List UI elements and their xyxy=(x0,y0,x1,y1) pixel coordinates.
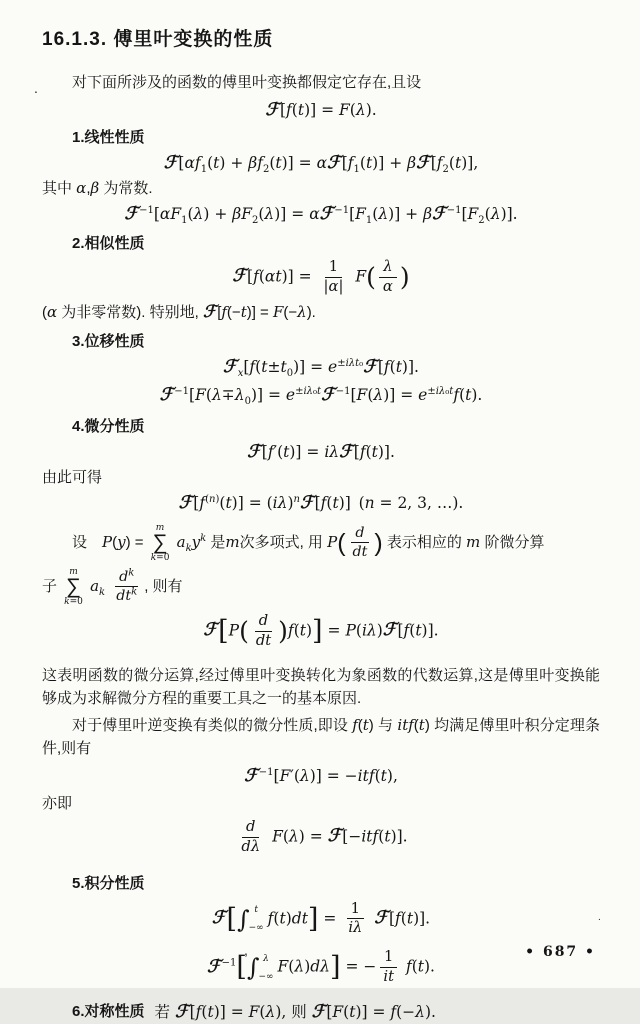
paragraph-polynomial-line2: 子 m ∑ k=0 $a_k$ $\frac{d^k}{dt^k}$ , 则有 xyxy=(42,566,183,607)
formula-operator-polynomial: ℱ[P( $\frac{d}{dt}$ )f(t)] = P(iλ)ℱ[f(t)]. xyxy=(203,611,439,649)
formula-derivative-of-image: $\frac{d}{d\lambda}$ F(λ) = ℱ[−itf(t)]. xyxy=(241,817,408,855)
formula-derivative: ℱ[f′(t)] = iλℱ[f(t)]. xyxy=(247,441,395,462)
paragraph-polynomial-line1: 设 P(y) = m ∑ k=0 $a_ky^k$ 是m次多项式, 用 P( $\frac{d}{dt}$ ) 表示相应的 m 阶微分算 xyxy=(72,522,545,563)
scan-artifact-dot: . xyxy=(34,80,38,96)
heading-shift: 3.位移性质 xyxy=(72,332,145,350)
formula-similarity: ℱ[f(αt)] = $\frac{1}{|\alpha|}$ F( $\frac{\lambda}{\alpha}$ ) xyxy=(232,258,410,295)
heading-differentiation: 4.微分性质 xyxy=(72,417,145,435)
page-number: • 687 • xyxy=(525,944,596,960)
formula-inverse-derivative: ℱ$^{-1}$[F′(λ)] = −itf(t), xyxy=(244,765,398,786)
section-title: 16.1.3. 傅里叶变换的性质 xyxy=(42,29,274,50)
heading-similarity: 2.相似性质 xyxy=(72,235,145,252)
formula-linearity-forward: $ℱ[\alpha f_1(t) + \beta f_2(t)]$ = $\alpha ℱ[f_1(t)]$ + $\beta ℱ[f_2(t)]$, xyxy=(163,153,479,176)
formula-integral-inverse: ℱ$^{-1}$[∫ λ −∞ F(λ)dλ] = − $\frac{1}{it}$ f(t). xyxy=(207,948,435,986)
text-similarity-note: (α 为非零常数). 特别地, ℱ[f(−t)] = F(−λ). xyxy=(42,300,316,321)
formula-integral-forward: ℱ[∫ t −∞ f(t)dt] = $\frac{1}{i\lambda}$ ℱ[f(t)]. xyxy=(211,899,431,937)
heading-symmetry: 6.对称性质 xyxy=(72,1003,145,1021)
symmetry-property-line xyxy=(42,1000,600,1024)
scan-artifact-small-dot: . xyxy=(598,912,601,923)
text-hence: 由此可得 xyxy=(42,468,103,486)
paragraph-inverse-remark: 对于傅里叶逆变换有类似的微分性质,即设 f(t) 与 itf(t) 均满足傅里叶积分定理条件,则有 xyxy=(42,715,600,757)
formula-linearity-inverse: $ℱ^{-1}[\alpha F_1(\lambda) + \beta F_2(\lambda)]$ = $\alpha ℱ^{-1}[F_1(\lambda)]$ + $\beta ℱ^{-1}[F_2(\lambda)]$. xyxy=(124,204,518,227)
text-namely: 亦即 xyxy=(42,794,73,812)
paragraph-algebraic-remark: 这表明函数的微分运算,经过傅里叶变换转化为象函数的代数运算,这是傅里叶变换能够成为求解微分方程的重要工具之一的基本原因. xyxy=(42,666,600,707)
heading-linearity: 1.线性性质 xyxy=(72,129,145,146)
intro-paragraph: 对下面所涉及的函数的傅里叶变换都假定它存在,且设 xyxy=(72,74,422,91)
formula-shift-inverse: $ℱ^{-1}[F(\lambda\mp\lambda_0)]$ = $e^{\pm i\lambda_0t}ℱ^{-1}[F(\lambda)] = e^{\pm i\lambda_0t}f(t)$. xyxy=(159,384,483,407)
formula-fourier-definition: ℱ[f(t)] = F(λ). xyxy=(265,100,377,120)
formula-nth-derivative: $ℱ[f^{(n)}(t)]$ = $(i\lambda)^nℱ[f(t)]$ (n = 2, 3, …). xyxy=(178,492,464,513)
scan-artifact-comma: , xyxy=(244,942,248,958)
heading-integration: 5.积分性质 xyxy=(72,874,145,892)
formula-shift-forward: $ℱ_x[f(t\pm t_0)]$ = $e^{\pm i\lambda t_0}ℱ[f(t)]$. xyxy=(223,356,419,379)
formula-symmetry: 若 ℱ[f(t)] = F(λ), 则 ℱ[F(t)] = f(−λ). xyxy=(154,1002,436,1023)
text-constants-note: 其中 α,β 为常数. xyxy=(42,179,153,197)
